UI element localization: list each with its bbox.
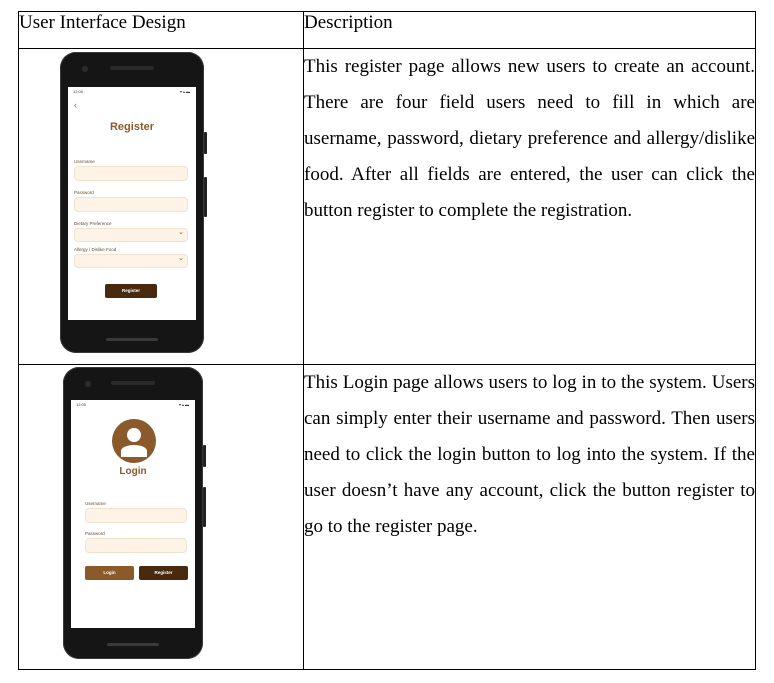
username-field[interactable] <box>74 166 188 181</box>
phone-frame <box>60 52 204 353</box>
login-screen <box>71 400 195 628</box>
home-indicator <box>107 643 159 646</box>
header-ui-design: User Interface Design <box>19 12 304 49</box>
side-button <box>203 487 206 527</box>
chevron-down-icon: ⌄ <box>178 229 184 236</box>
username-label: Username <box>85 501 106 506</box>
status-time: 12:00 <box>76 402 87 407</box>
table-row <box>19 365 756 670</box>
speaker-grill <box>111 381 155 385</box>
phone-frame <box>63 367 203 659</box>
speaker-grill <box>110 66 154 70</box>
login-mockup-cell <box>19 365 304 670</box>
password-label: Password <box>74 190 94 195</box>
register-button[interactable]: Register <box>139 566 188 580</box>
header-description: Description <box>304 12 756 49</box>
home-indicator <box>106 338 158 341</box>
side-button <box>203 445 206 467</box>
register-mockup-cell <box>19 49 304 365</box>
user-avatar-icon <box>112 419 156 463</box>
allergy-select[interactable] <box>74 254 188 268</box>
chevron-down-icon: ⌄ <box>178 255 184 262</box>
dietary-preference-select[interactable] <box>74 228 188 242</box>
side-button <box>204 132 207 154</box>
register-button[interactable]: Register <box>105 284 157 298</box>
register-title: Register <box>109 121 155 133</box>
side-button <box>204 177 207 217</box>
password-field[interactable] <box>74 197 188 212</box>
ui-design-table <box>18 11 756 670</box>
username-field[interactable] <box>85 508 187 523</box>
allergy-label: Allergy / Dislike Food <box>74 247 117 252</box>
table-header-row <box>19 12 756 49</box>
username-label: Username <box>74 159 95 164</box>
password-label: Password <box>85 531 105 536</box>
login-description: This Login page allows users to log in to the system. Users can simply enter their username and password. Then users need to click the login button to log into the system. If the user doesn’t have any account, click the button register to go to the register page. <box>304 365 756 670</box>
password-field[interactable] <box>85 538 187 553</box>
camera-icon <box>82 66 88 72</box>
status-icons: ▾▴▬ <box>178 402 190 407</box>
table-row <box>19 49 756 365</box>
login-title: Login <box>119 466 147 477</box>
camera-icon <box>85 381 91 387</box>
dietary-preference-label: Dietary Preference <box>74 221 112 226</box>
register-description: This register page allows new users to create an account. There are four field users need to fill in which are username, password, dietary preference and allergy/dislike food. After all fields are entered, the user can click the button register to complete the registration. <box>304 49 756 365</box>
status-icons: ▾▴▬ <box>179 89 191 94</box>
back-arrow-icon[interactable]: ‹ <box>74 100 77 110</box>
login-button[interactable]: Login <box>85 566 134 580</box>
register-screen <box>68 87 196 320</box>
status-time: 12:00 <box>73 89 84 94</box>
